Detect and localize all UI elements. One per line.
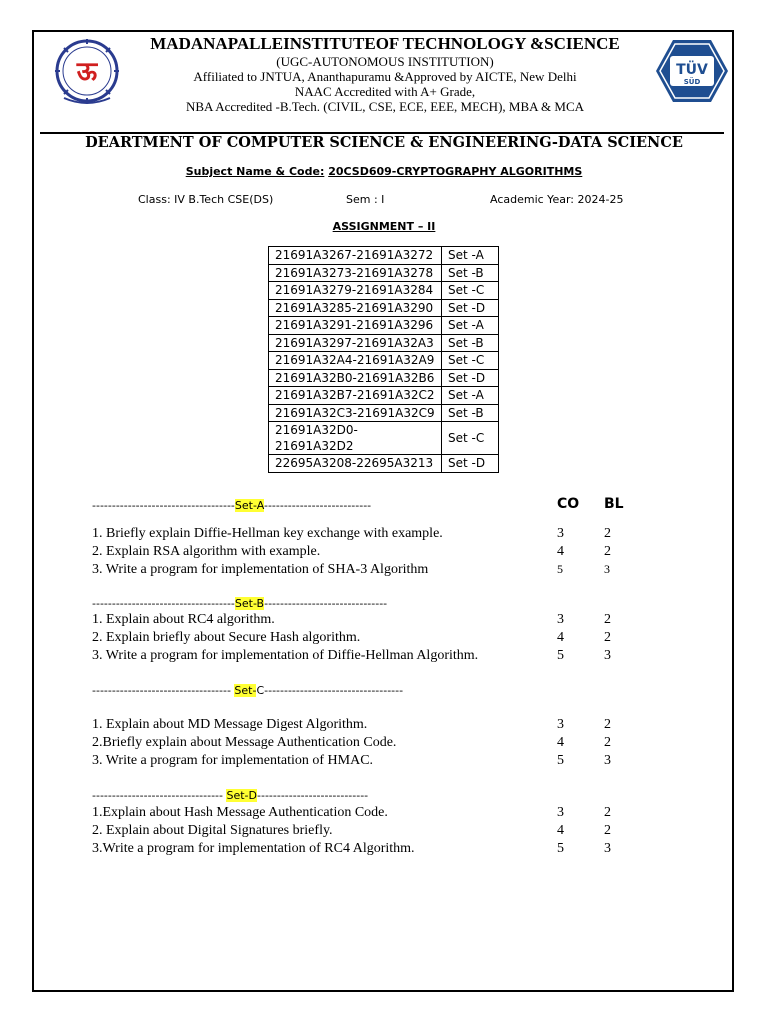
set-a-q2-co: 4 [557,544,564,559]
roll-range-cell: 21691A3279-21691A3284 [269,282,442,300]
assignment-title: ASSIGNMENT – II [332,220,436,233]
set-b-question-2: 2. Explain briefly about Secure Hash algorithm. [92,630,361,645]
allocation-row [269,282,499,300]
naac-line: NAAC Accredited with A+ Grade, [294,84,476,99]
set-a-question-1: 1. Briefly explain Diffie-Hellman key exchange with example. [92,526,443,541]
set-d-header: --------------------------------- Set-D---------------------------- [92,789,369,802]
set-b-q2-co: 4 [557,630,564,645]
semester-label: Sem : I [346,193,385,206]
allocation-row [269,247,499,265]
set-cell: Set -D [442,455,499,473]
set-d-q2-co: 4 [557,823,564,838]
roll-range-cell: 21691A32B7-21691A32C2 [269,387,442,405]
set-cell: Set -D [442,299,499,317]
set-d-question-3: 3.Write a program for implementation of RC4 Algorithm. [92,841,415,856]
set-c-q2-bl: 2 [604,735,611,750]
roll-range-cell: 21691A3267-21691A3272 [269,247,442,265]
set-cell: Set -B [442,334,499,352]
nba-line: NBA Accredited -B.Tech. (CIVIL, CSE, ECE, EEE, MECH), MBA & MCA [185,99,585,114]
set-cell: Set -A [442,387,499,405]
set-d-q1-bl: 2 [604,805,611,820]
set-a-q3-co: 5 [557,562,563,576]
set-d-q3-co: 5 [557,841,564,856]
set-d-question-2: 2. Explain about Digital Signatures briefly. [92,823,333,838]
allocation-row [269,264,499,282]
set-cell: Set -B [442,264,499,282]
roll-range-cell: 21691A3291-21691A3296 [269,317,442,335]
set-b-question-3: 3. Write a program for implementation of Diffie-Hellman Algorithm. [92,648,479,663]
svg-text:ऊ: ऊ [76,57,98,87]
set-b-label: Set-B [234,597,265,610]
affiliation-line: Affiliated to JNTUA, Ananthapuramu &Approved by AICTE, New Delhi [193,69,577,84]
bl-column-header: BL [604,496,624,512]
set-cell: Set -A [442,317,499,335]
set-a-header: ------------------------------------Set-A--------------------------- [92,499,372,512]
set-d-q2-bl: 2 [604,823,611,838]
set-b-q2-bl: 2 [604,630,611,645]
set-c-q3-bl: 3 [604,753,611,768]
set-b-q3-bl: 3 [604,648,611,663]
set-a-question-2: 2. Explain RSA algorithm with example. [92,544,321,559]
roll-range-cell: 22695A3208-22695A3213 [269,455,442,473]
class-label: Class: IV B.Tech CSE(DS) [138,193,274,206]
set-cell: Set -D [442,369,499,387]
allocation-row [269,299,499,317]
set-c-question-1: 1. Explain about MD Message Digest Algorithm. [92,717,368,732]
set-c-label: Set- [234,684,257,697]
set-c-question-3: 3. Write a program for implementation of HMAC. [92,753,374,768]
set-a-question-3: 3. Write a program for implementation of SHA-3 Algorithm [92,562,429,577]
tuv-sud-logo [654,38,730,104]
set-c-q1-co: 3 [557,717,564,732]
institute-logo [52,38,122,108]
set-a-label: Set-A [234,499,264,512]
roll-range-cell: 21691A3273-21691A3278 [269,264,442,282]
allocation-row [269,334,499,352]
institution-name: MADANAPALLEINSTITUTEOF TECHNOLOGY &SCIENCE [150,34,620,53]
set-cell: Set -A [442,247,499,265]
set-a-q2-bl: 2 [604,544,611,559]
allocation-row [269,387,499,405]
set-c-header: ----------------------------------- Set-C----------------------------------- [92,684,404,697]
set-d-question-1: 1.Explain about Hash Message Authentication Code. [92,805,388,820]
set-cell: Set -B [442,404,499,422]
roll-range-cell: 21691A3285-21691A3290 [269,299,442,317]
allocation-row [269,404,499,422]
svg-text:TÜV: TÜV [676,62,708,78]
set-d-q3-bl: 3 [604,841,611,856]
set-cell: Set -C [442,422,499,455]
roll-range-cell: 21691A32A4-21691A32A9 [269,352,442,370]
allocation-row [269,455,499,473]
set-c-q1-bl: 2 [604,717,611,732]
svg-text:SÜD: SÜD [683,78,701,86]
set-cell: Set -C [442,282,499,300]
set-d-q1-co: 3 [557,805,564,820]
roll-range-cell: 21691A32D0-21691A32D2 [269,422,442,455]
academic-year-label: Academic Year: 2024-25 [490,193,624,206]
set-b-header: ------------------------------------Set-B------------------------------- [92,597,388,610]
set-b-q1-co: 3 [557,612,564,627]
allocation-row [269,352,499,370]
roll-range-cell: 21691A32C3-21691A32C9 [269,404,442,422]
set-cell: Set -C [442,352,499,370]
set-b-q3-co: 5 [557,648,564,663]
co-column-header: CO [557,496,580,512]
set-c-question-2: 2.Briefly explain about Message Authentication Code. [92,735,397,750]
department-title: DEARTMENT OF COMPUTER SCIENCE & ENGINEERING-DATA SCIENCE [85,134,683,151]
subject-label: Subject Name & Code: [185,165,325,178]
set-d-label: Set-D [226,789,257,802]
set-a-q3-bl: 3 [604,562,610,576]
subject-code: 20CSD609-CRYPTOGRAPHY ALGORITHMS [328,165,583,178]
roll-range-cell: 21691A32B0-21691A32B6 [269,369,442,387]
set-b-q1-bl: 2 [604,612,611,627]
roll-range-cell: 21691A3297-21691A32A3 [269,334,442,352]
allocation-row [269,369,499,387]
allocation-row [269,422,499,455]
set-a-q1-bl: 2 [604,526,611,541]
set-allocation-table [268,246,499,473]
allocation-row [269,317,499,335]
set-c-q3-co: 5 [557,753,564,768]
set-c-q2-co: 4 [557,735,564,750]
set-b-question-1: 1. Explain about RC4 algorithm. [92,612,275,627]
autonomy-line: (UGC-AUTONOMOUS INSTITUTION) [276,54,494,69]
subject-line [0,165,768,178]
set-a-q1-co: 3 [557,526,564,541]
